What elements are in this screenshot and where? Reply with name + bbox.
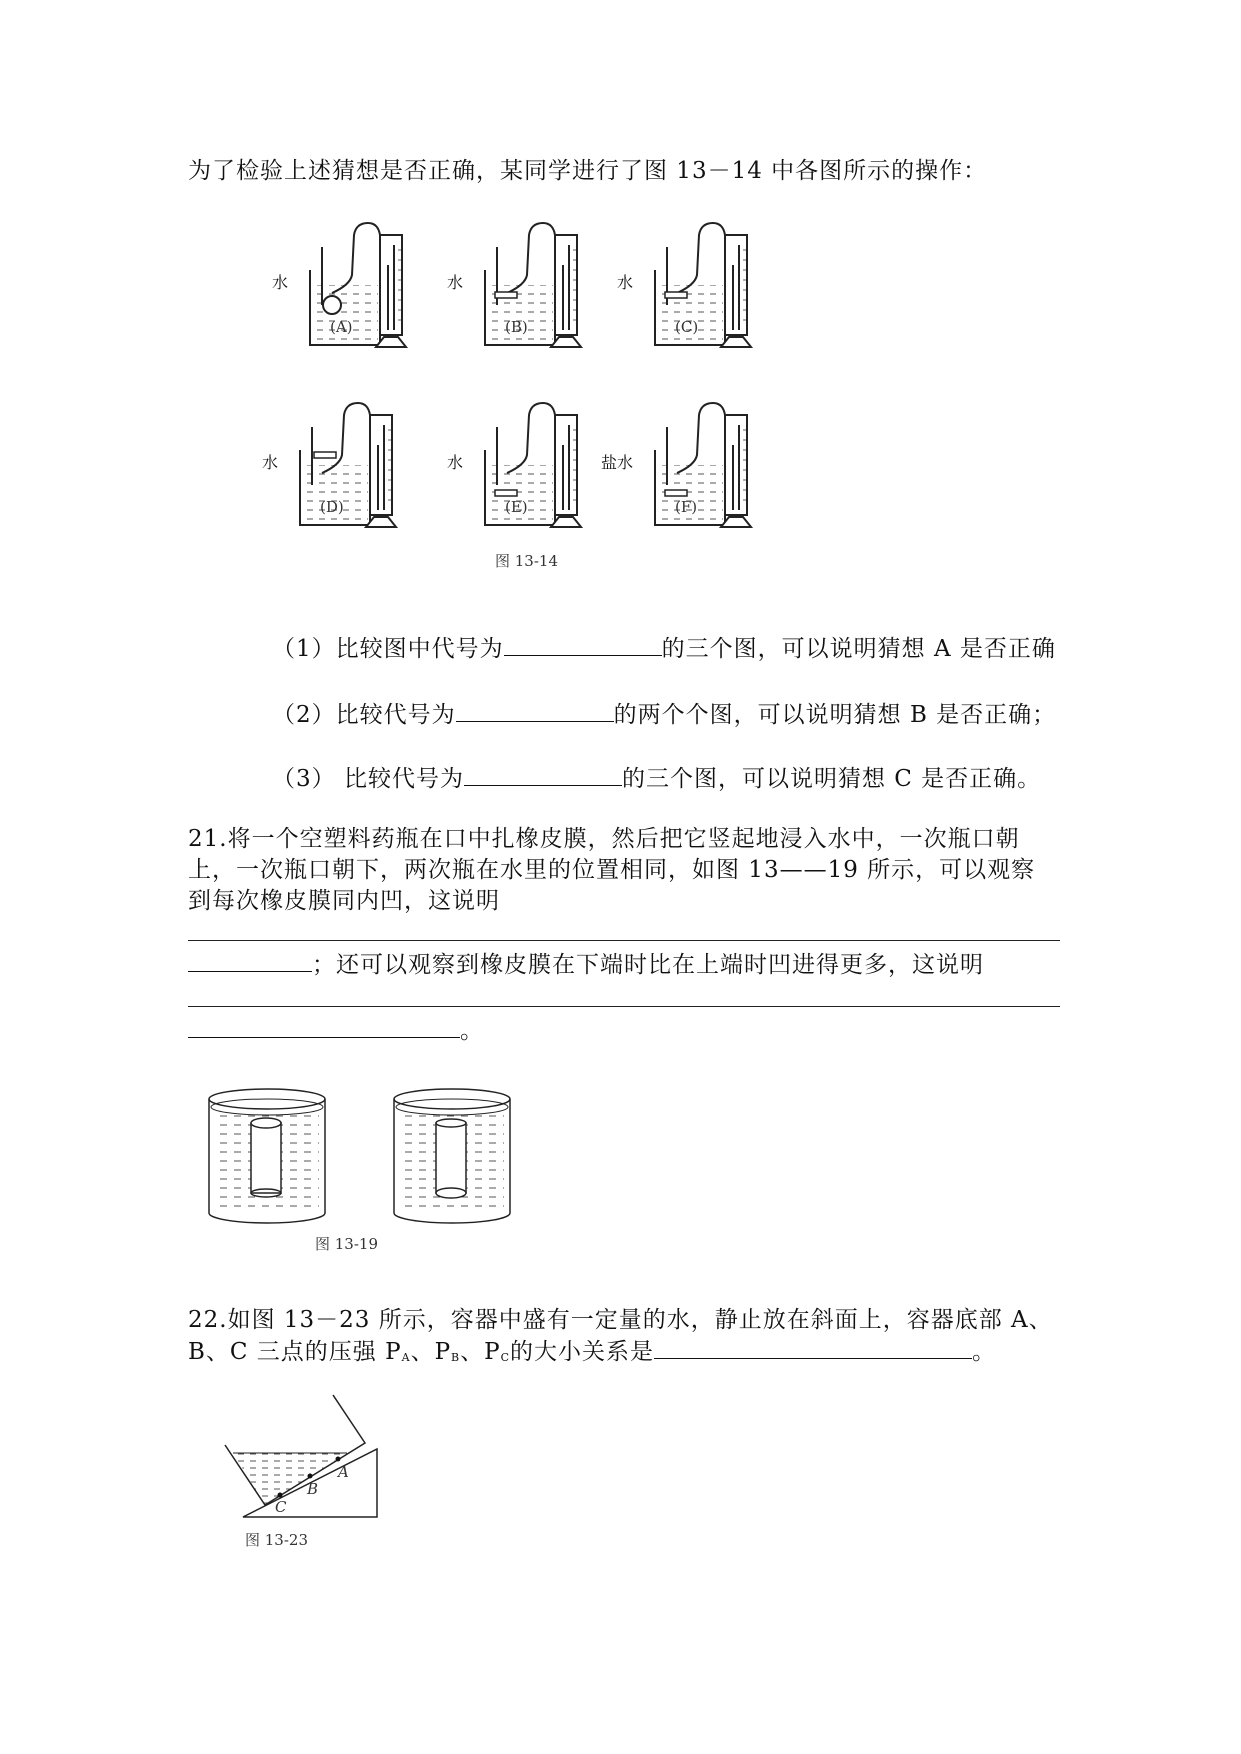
- q20-part3-blank[interactable]: [464, 763, 622, 786]
- q20-part3: [272, 760, 1041, 793]
- panel-f: [601, 403, 751, 527]
- q20-part1-blank[interactable]: [504, 633, 662, 656]
- q22-line2-pre: B、C 三点的压强 P: [188, 1339, 402, 1365]
- q21-answer-rule-3[interactable]: [188, 1006, 1060, 1007]
- panel-b-label: (B): [505, 318, 528, 336]
- q21-line2: 上，一次瓶口朝下，两次瓶在水里的位置相同，如图 13——19 所示，可以观察: [188, 857, 1036, 883]
- panel-a: [272, 223, 406, 347]
- beaker-down: [394, 1089, 510, 1223]
- panel-d: [262, 403, 396, 527]
- figure-13-23: [225, 1395, 425, 1565]
- q22-sep2: 、P: [460, 1339, 501, 1365]
- point-a-label: A: [338, 1463, 349, 1481]
- panel-d-label: (D): [320, 498, 344, 516]
- q20-part1: [272, 630, 1056, 663]
- panel-c: [617, 223, 751, 347]
- panel-a-label: (A): [330, 318, 353, 336]
- panel-e: [447, 403, 581, 527]
- panel-c-liquid: 水: [617, 273, 634, 292]
- q22-line2-end: 。: [972, 1339, 997, 1365]
- panel-a-liquid: 水: [272, 273, 289, 292]
- q22-line2-mid: 的大小关系是: [510, 1339, 655, 1365]
- figure-13-19: [205, 1085, 545, 1265]
- panel-c-label: (C): [675, 318, 699, 336]
- q22-sub-c: C: [500, 1351, 511, 1364]
- figure-13-14: [262, 220, 830, 580]
- q21-line5-end: 。: [460, 1018, 484, 1044]
- q21-line4-text: ；还可以观察到橡皮膜在下端时比在上端时凹进得更多，这说明: [312, 952, 984, 978]
- figure-13-23-caption: 图 13-23: [245, 1531, 309, 1549]
- q20-part2-prefix: （2）比较代号为: [272, 702, 456, 728]
- q21-line1: 21.将一个空塑料药瓶在口中扎橡皮膜，然后把它竖起地浸入水中，一次瓶口朝: [188, 826, 1020, 852]
- panel-f-label: (F): [675, 498, 698, 516]
- panel-b: [447, 223, 581, 347]
- q22-blank[interactable]: [654, 1336, 972, 1359]
- panel-f-liquid: 盐水: [601, 453, 634, 472]
- q20-part3-prefix: （3） 比较代号为: [272, 766, 464, 792]
- q20-part3-suffix: 的三个图，可以说明猜想 C 是否正确。: [621, 766, 1042, 792]
- point-c-label: C: [275, 1498, 287, 1516]
- panel-e-liquid: 水: [447, 453, 464, 472]
- q21-line4: [188, 946, 984, 979]
- q22-line1: 22.如图 13－23 所示，容器中盛有一定量的水，静止放在斜面上，容器底部 A、: [188, 1307, 1053, 1333]
- q22-sub-a: A: [401, 1351, 411, 1364]
- q20-part1-prefix: （1）比较图中代号为: [272, 636, 504, 662]
- intro-text: 为了检验上述猜想是否正确，某同学进行了图 13－14 中各图所示的操作：: [188, 158, 988, 184]
- q22-sep1: 、P: [410, 1339, 452, 1365]
- point-b-label: B: [307, 1480, 319, 1498]
- panel-d-liquid: 水: [262, 453, 279, 472]
- q21-blank-4[interactable]: [188, 1015, 460, 1038]
- q21-blank-2[interactable]: [188, 949, 312, 972]
- q20-part2-blank[interactable]: [456, 699, 614, 722]
- beaker-up: [209, 1089, 325, 1223]
- figure-13-14-caption: 图 13-14: [495, 552, 559, 570]
- q21-line3: 到每次橡皮膜同内凹，这说明: [188, 888, 500, 914]
- q21-answer-rule-1[interactable]: [188, 940, 1060, 941]
- figure-13-19-caption: 图 13-19: [315, 1235, 379, 1253]
- panel-b-liquid: 水: [447, 273, 464, 292]
- q20-part1-suffix: 的三个图，可以说明猜想 A 是否正确: [661, 636, 1056, 662]
- q22-sub-b: B: [451, 1351, 461, 1364]
- panel-e-label: (E): [505, 498, 528, 516]
- q21-line5: [188, 1012, 484, 1045]
- q20-part2: [272, 696, 1056, 729]
- q22-line2: [188, 1333, 996, 1366]
- q20-part2-suffix: 的两个个图，可以说明猜想 B 是否正确；: [613, 702, 1057, 728]
